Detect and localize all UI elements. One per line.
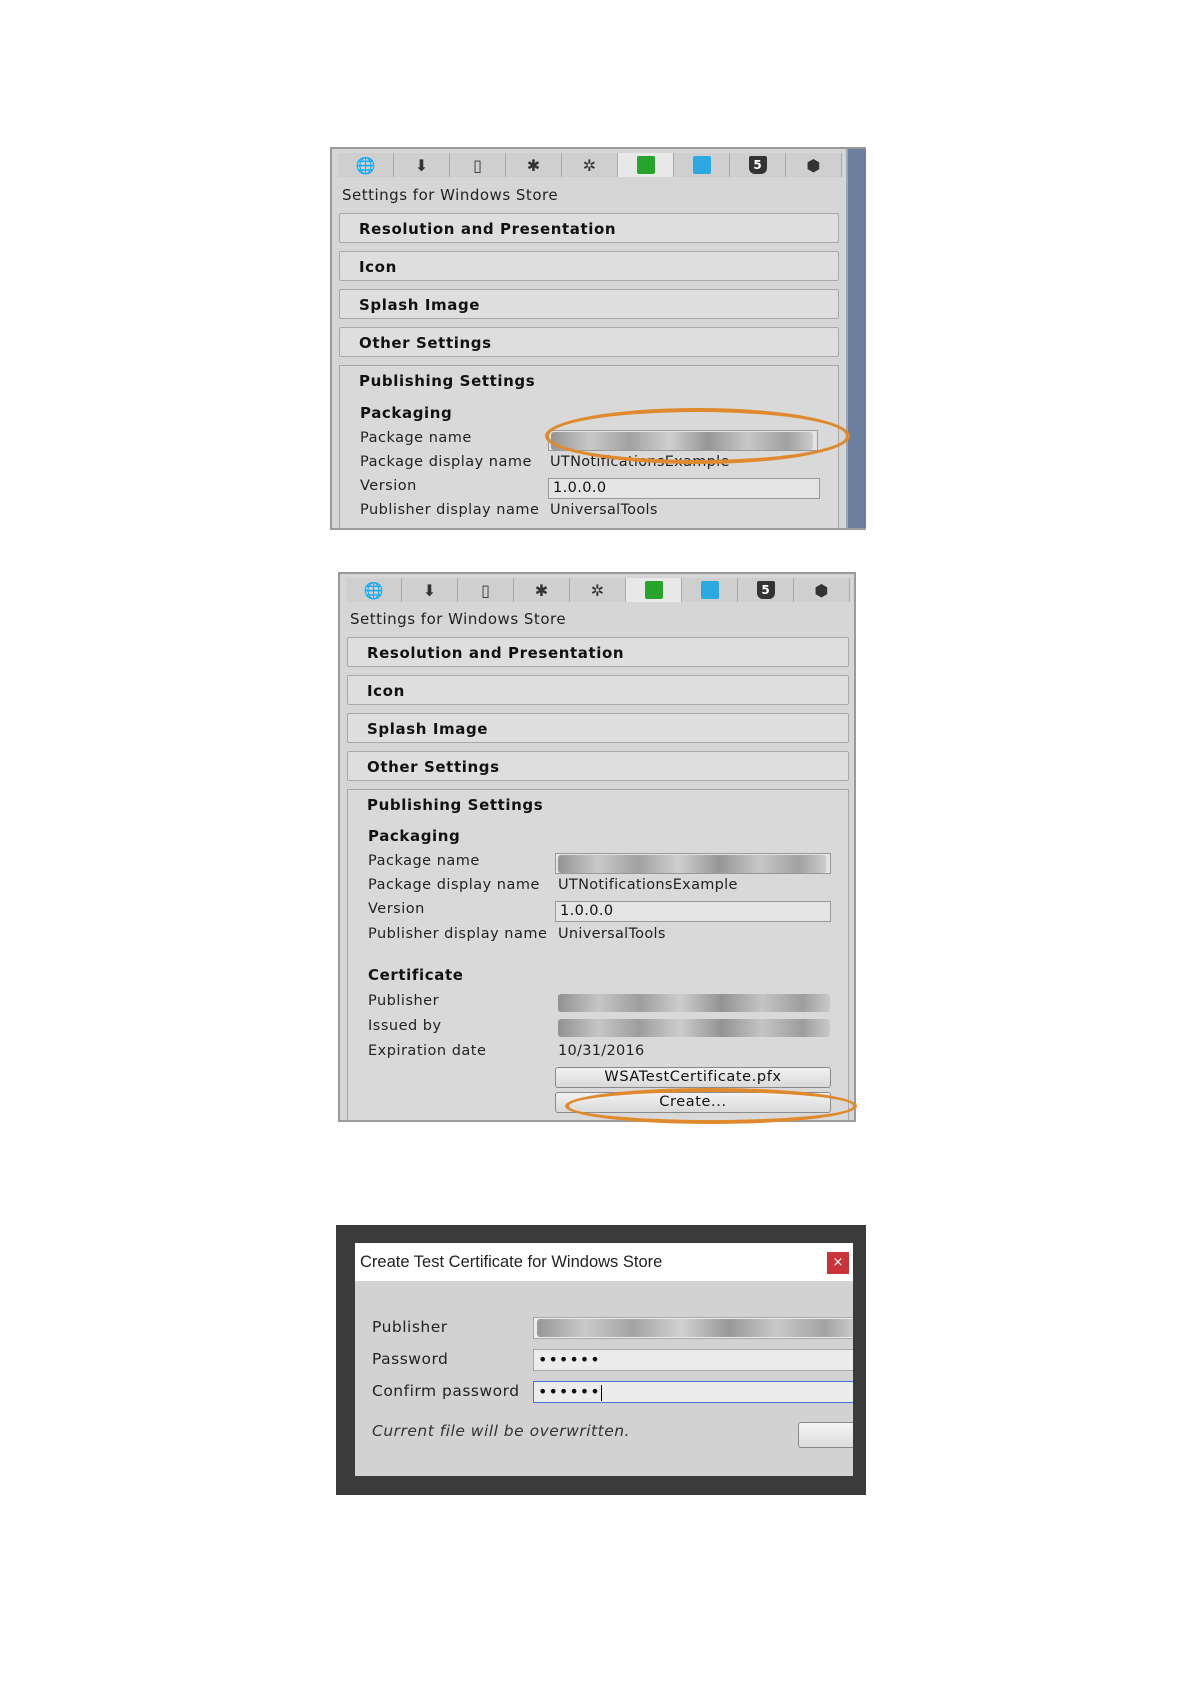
tab-web[interactable] [338,153,394,177]
tab-ios[interactable] [458,578,514,602]
overwrite-warning: Current file will be overwritten. [372,1422,630,1440]
tab-ios[interactable] [450,153,506,177]
windows-store-green-icon [637,156,655,174]
certificate-file-button[interactable]: WSATestCertificate.pfx [555,1067,831,1088]
create-test-certificate-dialog [355,1243,853,1476]
package-name-label: Package name [360,430,472,446]
windows-store-blue-icon [701,581,719,599]
section-publishing[interactable]: Publishing Settings [359,372,536,390]
section-splash[interactable]: Splash Image [339,289,839,319]
blackberry-icon: ✲ [582,155,597,175]
tab-windows-phone[interactable] [674,153,730,177]
version-field[interactable]: 1.0.0.0 [548,478,820,499]
publisher-display-name-value: UniversalTools [558,926,666,942]
player-settings-panel-1 [330,147,866,530]
package-display-name-value: UTNotificationsExample [558,877,738,893]
tab-android[interactable] [506,153,562,177]
close-icon[interactable]: × [827,1252,849,1274]
publisher-display-name-label: Publisher display name [368,926,548,942]
mobile-icon: ▯ [481,580,490,600]
html5-icon: 5 [757,581,775,599]
password-field[interactable]: •••••• [533,1349,853,1371]
dialog-create-button[interactable] [798,1422,853,1448]
packaging-heading: Packaging [368,827,461,845]
globe-icon: 🌐 [363,580,384,600]
expiration-date-label: Expiration date [368,1043,487,1059]
tab-standalone[interactable] [402,578,458,602]
publishing-settings-box [339,365,839,530]
package-name-field[interactable] [548,430,818,451]
blurred-package-name [551,432,813,450]
tab-webgl[interactable] [730,153,786,177]
publisher-display-name-value: UniversalTools [550,502,658,518]
scrollbar[interactable] [846,149,866,528]
section-other[interactable]: Other Settings [347,751,849,781]
dialog-titlebar [355,1243,853,1281]
create-certificate-button[interactable]: Create... [555,1092,831,1113]
confirm-password-value: •••••• [538,1382,601,1401]
publishing-settings-box [347,789,849,1122]
confirm-password-field[interactable] [533,1381,853,1403]
android-icon: ✱ [526,155,541,175]
version-label: Version [368,901,425,917]
blurred-package-name [558,855,826,873]
tab-unity[interactable] [786,153,842,177]
version-field[interactable]: 1.0.0.0 [555,901,831,922]
platform-tabs [346,578,850,602]
windows-store-green-icon [645,581,663,599]
android-icon: ✱ [534,580,549,600]
blurred-dialog-publisher [537,1319,853,1337]
tab-blackberry[interactable] [562,153,618,177]
package-display-name-label: Package display name [368,877,540,893]
section-other[interactable]: Other Settings [339,327,839,357]
section-publishing[interactable]: Publishing Settings [367,796,544,814]
unity-icon: ⬢ [814,580,829,600]
section-resolution[interactable]: Resolution and Presentation [347,637,849,667]
tab-web[interactable] [346,578,402,602]
dialog-title: Create Test Certificate for Windows Store [360,1253,663,1271]
dialog-publisher-label: Publisher [372,1318,448,1336]
package-display-name-label: Package display name [360,454,532,470]
globe-icon: 🌐 [355,155,376,175]
packaging-heading: Packaging [360,404,453,422]
package-name-label: Package name [368,853,480,869]
tab-windows-store[interactable] [618,153,674,177]
package-name-field[interactable] [555,853,831,874]
windows-store-blue-icon [693,156,711,174]
password-label: Password [372,1350,449,1368]
blurred-cert-publisher [558,994,830,1012]
package-display-name-value: UTNotificationsExample [550,454,730,470]
player-settings-panel-2 [338,572,856,1122]
download-icon: ⬇ [422,580,437,600]
mobile-icon: ▯ [473,155,482,175]
tab-windows-phone[interactable] [682,578,738,602]
platform-tabs [338,153,842,177]
section-splash[interactable]: Splash Image [347,713,849,743]
tab-android[interactable] [514,578,570,602]
section-resolution[interactable]: Resolution and Presentation [339,213,839,243]
blackberry-icon: ✲ [590,580,605,600]
blurred-issued-by [558,1019,830,1037]
unity-icon: ⬢ [806,155,821,175]
tab-webgl[interactable] [738,578,794,602]
download-icon: ⬇ [414,155,429,175]
confirm-password-label: Confirm password [372,1382,520,1400]
dialog-publisher-field[interactable] [533,1317,853,1339]
settings-title: Settings for Windows Store [342,186,559,204]
section-icon[interactable]: Icon [339,251,839,281]
certificate-heading: Certificate [368,966,464,984]
settings-title: Settings for Windows Store [350,610,567,628]
html5-icon: 5 [749,156,767,174]
tab-unity[interactable] [794,578,850,602]
tab-blackberry[interactable] [570,578,626,602]
expiration-date-value: 10/31/2016 [558,1043,645,1059]
tab-windows-store[interactable] [626,578,682,602]
version-label: Version [360,478,417,494]
tab-standalone[interactable] [394,153,450,177]
issued-by-label: Issued by [368,1018,442,1034]
section-icon[interactable]: Icon [347,675,849,705]
text-caret [601,1385,602,1401]
cert-publisher-label: Publisher [368,993,440,1009]
publisher-display-name-label: Publisher display name [360,502,540,518]
